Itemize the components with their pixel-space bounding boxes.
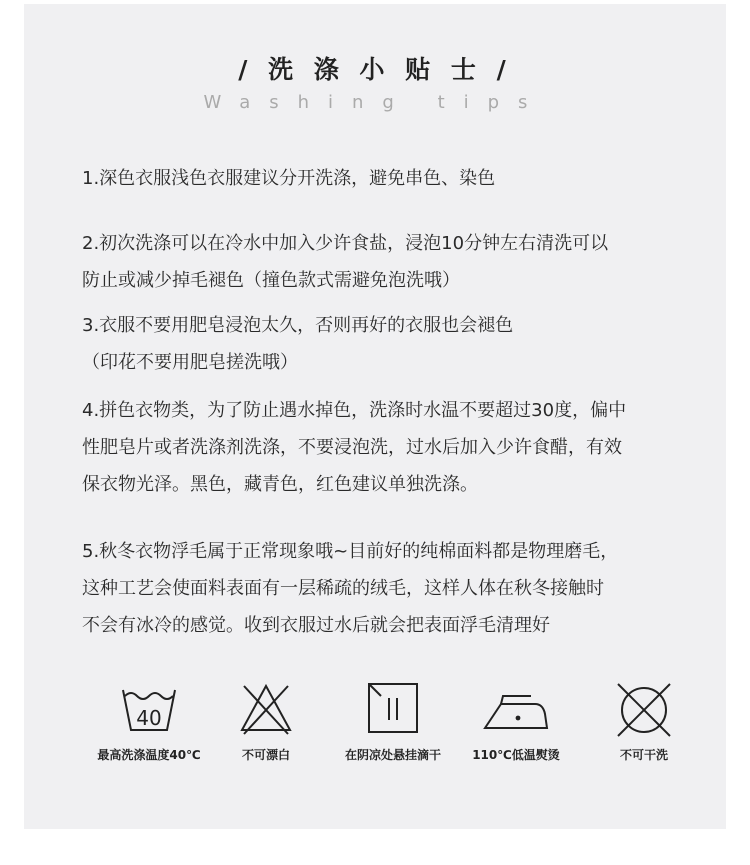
tip-line: （印花不要用肥皂搓洗哦） <box>82 352 298 373</box>
care-label: 在阴凉处悬挂滴干 <box>344 748 441 762</box>
tip-line: 不会有冰冷的感觉。收到衣服过水后就会把表面浮毛清理好 <box>82 615 550 636</box>
no-wash-icon <box>614 680 674 740</box>
care-label: 不可干洗 <box>619 748 668 762</box>
tip-line: 性肥皂片或者洗涤剂洗涤，不要浸泡洗，过水后加入少许食醋，有效 <box>82 437 622 458</box>
tip-line: 防止或减少掉毛褪色（撞色款式需避免泡洗哦） <box>82 270 460 291</box>
tip-item-4 <box>82 392 626 503</box>
tip-line: 2.初次洗涤可以在冷水中加入少许食盐，浸泡10分钟左右清洗可以 <box>82 233 609 254</box>
page-subtitle: Washing tips <box>203 92 547 113</box>
tip-line: 5.秋冬衣物浮毛属于正常现象哦~目前好的纯棉面料都是物理磨毛， <box>82 541 619 562</box>
iron-low-icon <box>481 680 551 736</box>
care-item-iron <box>446 680 586 763</box>
tip-line: 这种工艺会使面料表面有一层稀疏的绒毛，这样人体在秋冬接触时 <box>82 578 604 599</box>
page-title: / 洗 涤 小 贴 士 / <box>238 55 512 84</box>
care-item-no-dry-clean <box>574 680 714 763</box>
tip-line: 3.衣服不要用肥皂浸泡太久，否则再好的衣服也会褪色 <box>82 315 514 336</box>
drip-dry-shade-icon <box>363 680 423 736</box>
care-icons-row <box>24 680 726 790</box>
tip-line: 保衣物光泽。黑色，藏青色，红色建议单独洗涤。 <box>82 474 478 495</box>
wash-40-icon <box>119 680 179 736</box>
care-label: 不可漂白 <box>241 748 290 762</box>
tip-item-2 <box>82 225 608 299</box>
care-label: 最高洗涤温度40℃ <box>97 748 201 762</box>
care-item-drip-dry <box>323 680 463 763</box>
care-label: 110℃低温熨烫 <box>472 748 560 762</box>
tip-line: 4.拼色衣物类，为了防止遇水掉色，洗涤时水温不要超过30度，偏中 <box>82 400 627 421</box>
tip-item-1 <box>82 160 495 197</box>
wash-temp-number: 40 <box>136 706 162 730</box>
tip-item-5 <box>82 533 618 644</box>
tip-line: 1.深色衣服浅色衣服建议分开洗涤，避免串色、染色 <box>82 168 496 189</box>
care-item-no-bleach <box>196 680 336 763</box>
tip-item-3 <box>82 307 513 381</box>
no-bleach-icon <box>236 680 296 736</box>
